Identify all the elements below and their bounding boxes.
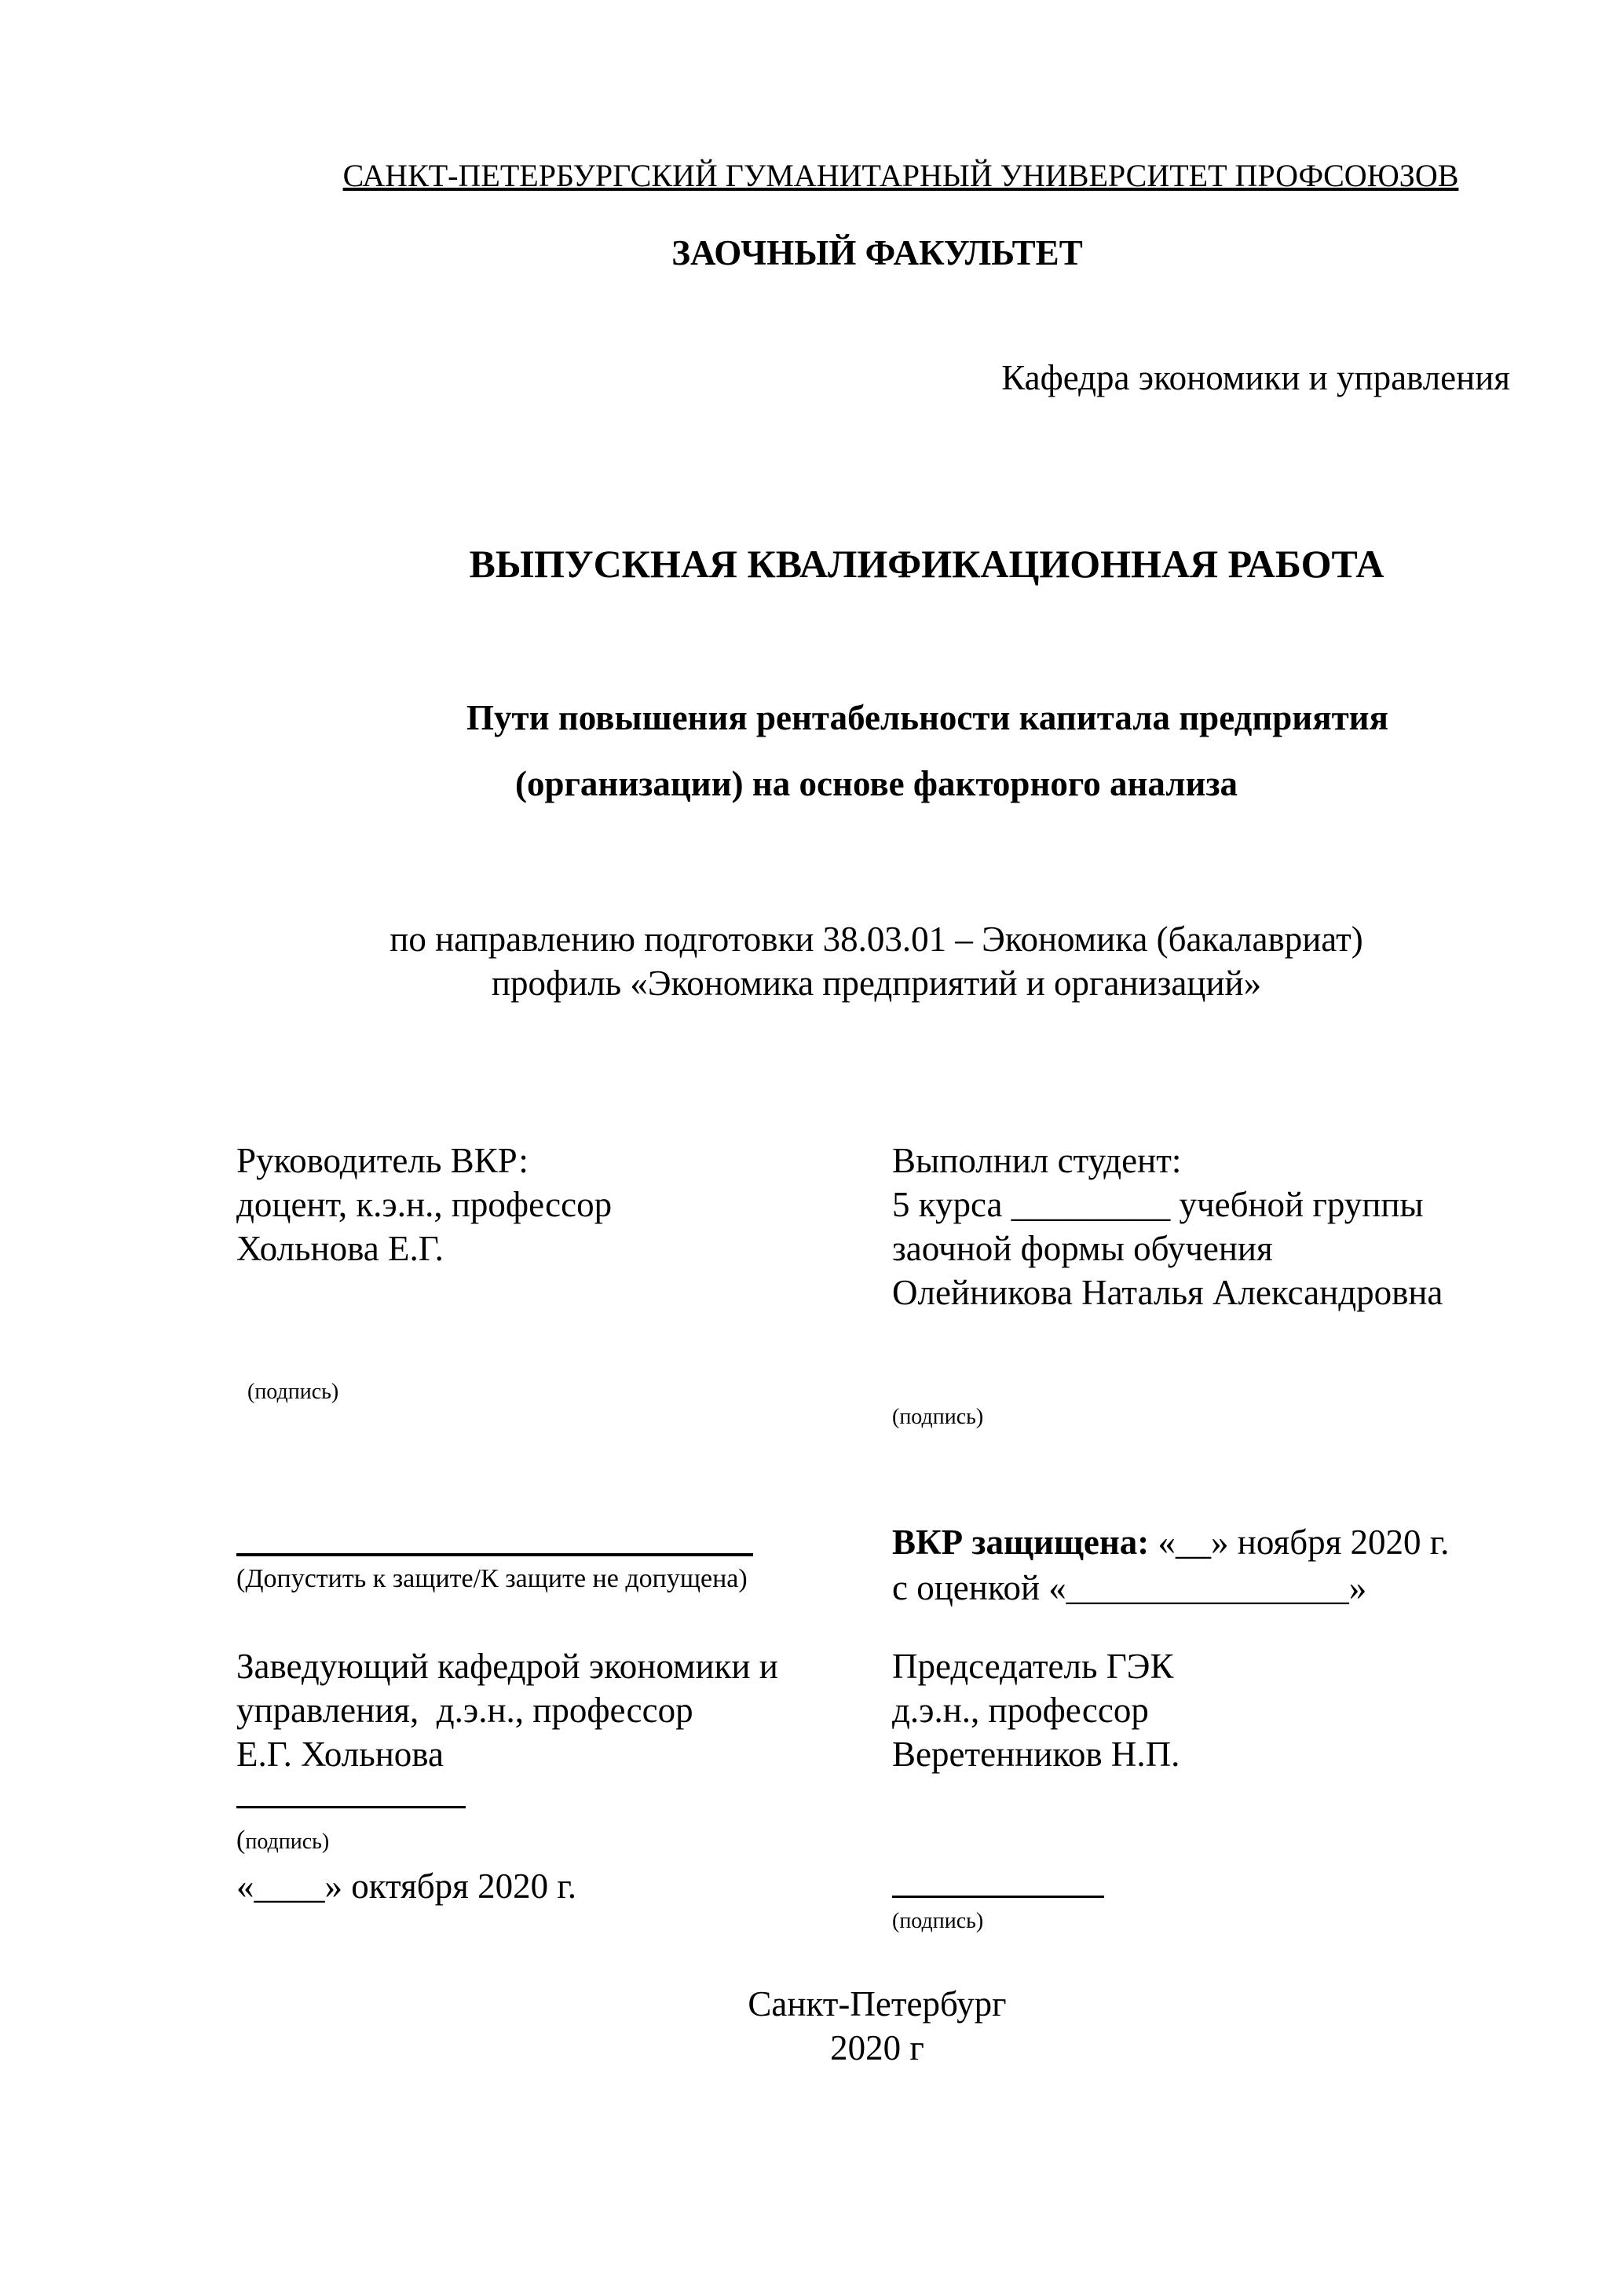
- chair-name: Веретенников Н.П.: [892, 1735, 1180, 1774]
- chair-position: д.э.н., профессор: [892, 1691, 1149, 1730]
- head-title-line-1: Заведующий кафедрой экономики и: [236, 1647, 778, 1686]
- student-label: Выполнил студент:: [892, 1141, 1182, 1180]
- admission-signature-line: [236, 1553, 753, 1556]
- head-signature: [236, 1825, 329, 1858]
- supervisor-signature-label: (подпись): [247, 1380, 339, 1404]
- chair-signature-label: (подпись): [892, 1909, 984, 1933]
- supervisor-name: Хольнова Е.Г.: [236, 1229, 444, 1268]
- head-name: Е.Г. Хольнова: [236, 1735, 444, 1774]
- chair-signature-line: [892, 1896, 1104, 1898]
- student-name: Олейникова Наталья Александровна: [892, 1273, 1443, 1312]
- direction: по направлению подготовки 38.03.01 – Экономика (бакалавриат): [390, 919, 1363, 959]
- university-name: САНКТ-ПЕТЕРБУРГСКИЙ ГУМАНИТАРНЫЙ УНИВЕРСИТЕТ ПРОФСОЮЗОВ: [342, 158, 1459, 193]
- student-form: заочной формы обучения: [892, 1229, 1273, 1268]
- student-signature-label: (подпись): [892, 1405, 984, 1429]
- supervisor-position: доцент, к.э.н., профессор: [236, 1185, 613, 1224]
- document-type: ВЫПУСКНАЯ КВАЛИФИКАЦИОННАЯ РАБОТА: [469, 542, 1384, 586]
- city: Санкт-Петербург: [748, 1984, 1007, 2024]
- student-course: 5 курса _________ учебной группы: [892, 1185, 1424, 1224]
- chair-label: Председатель ГЭК: [892, 1647, 1174, 1686]
- defense-label: ВКР защищена:: [892, 1523, 1150, 1562]
- defense-date: «__» ноября 2020 г.: [1149, 1523, 1450, 1562]
- defense-grade: с оценкой «________________»: [892, 1568, 1367, 1607]
- defense-status: [892, 1520, 1449, 1564]
- profile: профиль «Экономика предприятий и организаций»: [491, 963, 1262, 1003]
- department-name: Кафедра экономики и управления: [1001, 358, 1510, 397]
- head-signature-paren: (: [236, 1826, 246, 1855]
- admission-note: (Допустить к защите/К защите не допущена): [236, 1564, 748, 1593]
- faculty-name: ЗАОЧНЫЙ ФАКУЛЬТЕТ: [671, 233, 1083, 272]
- topic-line-1: Пути повышения рентабельности капитала предприятия: [466, 698, 1388, 737]
- head-date: «____» октября 2020 г.: [236, 1866, 577, 1906]
- topic-line-2: (организации) на основе факторного анализа: [514, 764, 1238, 803]
- head-title-line-2: управления, д.э.н., профессор: [236, 1691, 693, 1730]
- year: 2020 г: [830, 2028, 924, 2067]
- supervisor-label: Руководитель ВКР:: [236, 1141, 529, 1180]
- head-signature-label: подпись): [245, 1830, 330, 1854]
- head-signature-line: [236, 1806, 466, 1808]
